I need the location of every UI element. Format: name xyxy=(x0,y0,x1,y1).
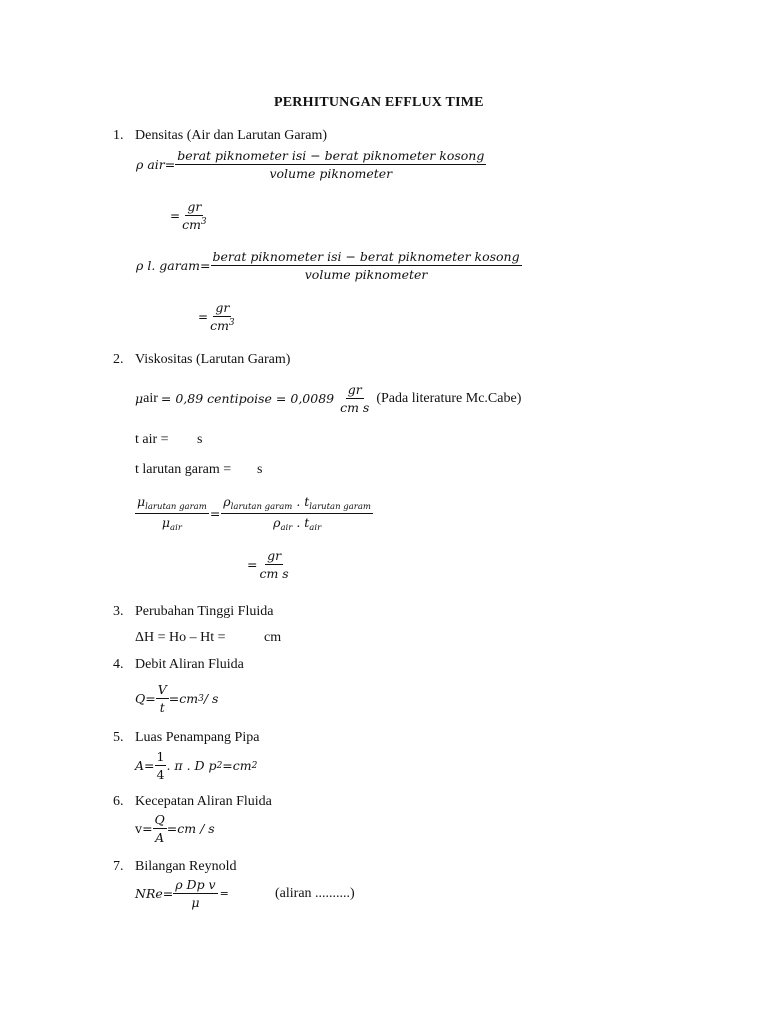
debit-formula: Q = $\frac{V}{t}$ = cm 3 / s xyxy=(135,682,219,715)
section-4-number: 4. xyxy=(113,657,124,672)
unit-cm: cm xyxy=(182,217,201,232)
section-2-heading: Viskositas (Larutan Garam) xyxy=(135,352,291,367)
mu-air xyxy=(160,514,184,533)
rho-air-result: = $\frac{gr}{cm^3}$ xyxy=(170,199,207,232)
unit-exp: 3 xyxy=(228,317,235,328)
section-4-heading: Debit Aliran Fluida xyxy=(135,657,244,672)
section-6-number: 6. xyxy=(113,794,124,809)
t-air-subscript: air xyxy=(309,523,322,533)
a-symbol: A xyxy=(155,830,165,845)
t-garam-label: t larutan garam = xyxy=(135,462,232,477)
section-7-number: 7. xyxy=(113,859,124,874)
unit-gr: gr xyxy=(267,548,282,563)
literature-note: (Pada literature Mc.Cabe) xyxy=(376,390,522,406)
area-formula: A = $\frac{1}{4}$ . π . D p 2 = cm 2 xyxy=(135,749,258,782)
rho-garam-result: = $\frac{gr}{cm^3}$ xyxy=(198,300,235,333)
rho-air-formula: ρ air = $\frac{\text{berat piknometer isi − berat piknometer kosong}}{\text{volume piknometer}}$ xyxy=(136,148,485,181)
mu-air-value: = 0,89 centipoise = 0,0089 xyxy=(160,391,335,406)
velocity-formula: v = $\frac{Q}{A}$ = cm / s xyxy=(135,812,215,845)
rho-air-subscript: air xyxy=(280,523,293,533)
equals-sign: = xyxy=(219,887,229,900)
a-symbol: A xyxy=(135,758,145,773)
unit-cm-s: cm s xyxy=(340,400,370,415)
viscosity-ratio-formula: $\frac{\mu_{larutan garam}}{\mu_{air}}$ = $\frac{\rho_{larutan garam} . t_{larutan garam}}{\rho_{air} . t_{air}}$ xyxy=(137,494,371,533)
pi-dp: . π . D p xyxy=(166,758,217,773)
t-symbol: t xyxy=(159,700,165,715)
unit-gr: gr xyxy=(187,199,202,214)
q-symbol: Q xyxy=(135,691,146,706)
quarter-fraction xyxy=(155,749,167,782)
section-7-heading: Bilangan Reynold xyxy=(135,859,237,874)
rho-garam-numerator: berat piknometer isi − berat piknometer kosong xyxy=(212,249,520,264)
q-symbol: Q xyxy=(154,812,165,827)
unit-exp: 3 xyxy=(200,216,207,227)
t-air-unit: s xyxy=(197,432,203,447)
rho-dp-v: ρ Dp v xyxy=(175,877,216,892)
viscosity-result: = $\frac{gr}{\text{cm s}}$ xyxy=(247,548,289,581)
section-6-heading: Kecepatan Aliran Fluida xyxy=(135,794,272,809)
mu-symbol: μ xyxy=(137,494,146,509)
unit-cm3 xyxy=(208,317,237,333)
delta-h-unit: cm xyxy=(264,630,282,645)
mu-garam-subscript: larutan garam xyxy=(145,502,207,512)
unit-cm: cm xyxy=(210,318,229,333)
denominator-four: 4 xyxy=(156,767,165,782)
unit-gr: gr xyxy=(215,300,230,315)
rho-air-fraction xyxy=(175,148,486,181)
v-symbol: v xyxy=(135,821,143,836)
section-1-heading: Densitas (Air dan Larutan Garam) xyxy=(135,128,328,143)
rho-air-unit xyxy=(180,199,209,232)
nre-symbol: NRe xyxy=(135,886,163,901)
t-air-label: t air = xyxy=(135,432,169,447)
mu-air-formula xyxy=(135,382,521,415)
mu-air-unit xyxy=(338,382,371,415)
section-5-number: 5. xyxy=(113,730,124,745)
rho-air-numerator: berat piknometer isi − berat piknometer kosong xyxy=(177,148,485,163)
rho-garam-unit xyxy=(208,300,237,333)
unit-cm: cm xyxy=(232,758,252,773)
unit-gr: gr xyxy=(347,382,362,397)
rho-symbol: ρ xyxy=(223,494,231,509)
velocity-fraction xyxy=(153,812,167,845)
rho-t-ratio xyxy=(221,494,373,533)
rho-garam-subscript: larutan garam xyxy=(230,502,293,512)
section-3-number: 3. xyxy=(113,604,124,619)
v-symbol: V xyxy=(157,682,167,697)
rho-garam-formula: ρ l. garam = $\frac{\text{berat piknometer isi − berat piknometer kosong}}{\text{volume piknometer}}$ xyxy=(136,249,520,282)
unit-cm: cm xyxy=(179,691,199,706)
viscosity-result-unit xyxy=(257,548,290,581)
rho-symbol: ρ xyxy=(273,515,281,530)
t-garam-subscript: larutan garam xyxy=(309,502,371,512)
rho-t-garam: $\rho_{larutan garam}$ . $t_{larutan garam}$ xyxy=(223,494,371,512)
section-1-number: 1. xyxy=(113,128,124,143)
reynold-formula: NRe = $\frac{\text{ρ Dp v}}{\mu}$ = xyxy=(135,877,229,910)
section-5-heading: Luas Penampang Pipa xyxy=(135,730,260,745)
unit-cm-s: cm s xyxy=(259,566,289,581)
page-title: PERHITUNGAN EFFLUX TIME xyxy=(274,95,484,110)
t-garam-unit: s xyxy=(257,462,263,477)
section-3-heading: Perubahan Tinggi Fluida xyxy=(135,604,274,619)
mu-air-subscript: air xyxy=(170,523,182,533)
rho-garam-lhs: ρ l. garam xyxy=(136,258,201,273)
mu-air-word: air xyxy=(143,390,158,406)
flow-type-note: (aliran ..........) xyxy=(275,886,355,901)
rho-garam-fraction xyxy=(211,249,522,282)
rho-air-lhs: ρ air xyxy=(136,157,165,172)
rho-garam-denominator: volume piknometer xyxy=(304,267,428,282)
unit-per-s: / s xyxy=(203,691,219,706)
t-symbol: t xyxy=(304,515,310,530)
delta-h-equation: ΔH = Ho – Ht = xyxy=(135,630,226,645)
mu-symbol: μ xyxy=(135,391,144,406)
rho-t-air: $\rho_{air}$ . $t_{air}$ xyxy=(273,515,322,533)
mu-garam xyxy=(135,494,209,514)
t-symbol: t xyxy=(304,494,310,509)
numerator-one: 1 xyxy=(156,749,165,764)
debit-fraction xyxy=(156,682,169,715)
unit-cm3 xyxy=(180,216,209,232)
section-2-number: 2. xyxy=(113,352,124,367)
mu-symbol: μ xyxy=(191,895,200,910)
rho-air-denominator: volume piknometer xyxy=(269,166,393,181)
mu-symbol: μ xyxy=(161,515,171,530)
mu-ratio xyxy=(135,494,209,533)
unit-cm-per-s: cm / s xyxy=(177,821,215,836)
reynold-fraction xyxy=(173,877,217,910)
